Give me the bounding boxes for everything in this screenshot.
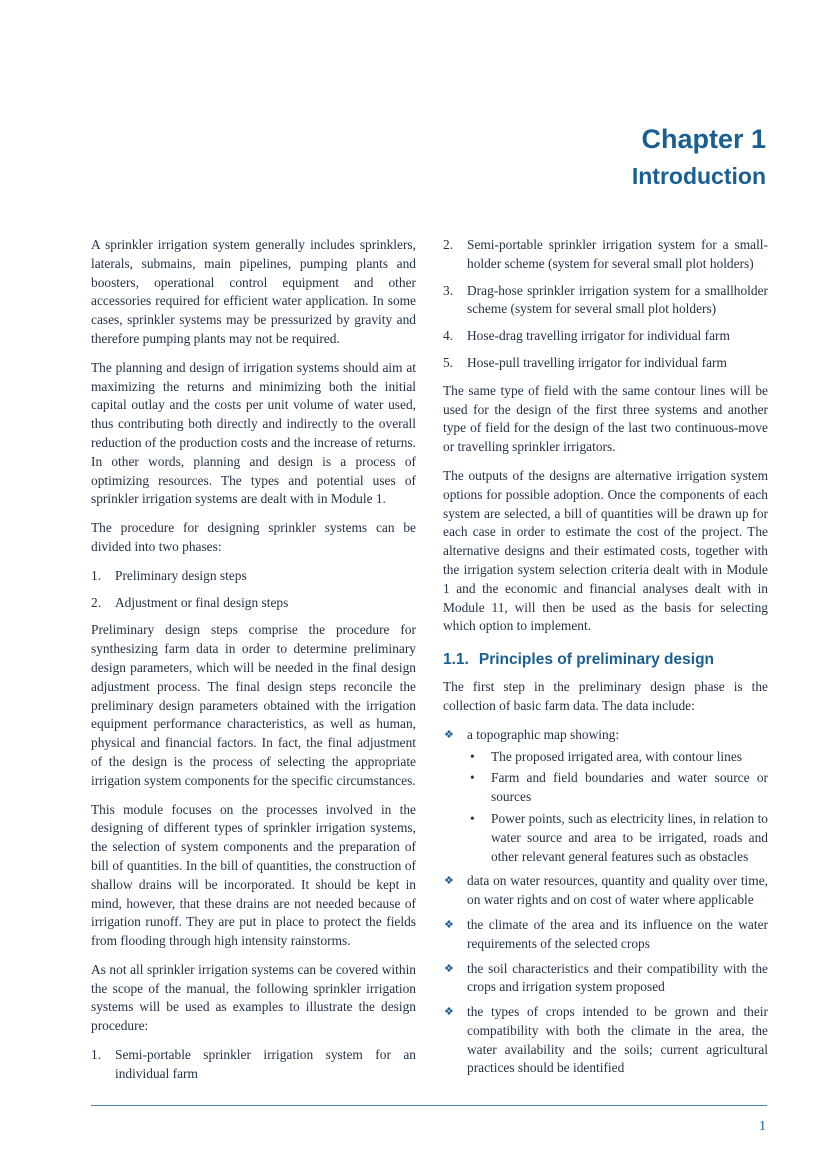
right-column xyxy=(443,236,768,1084)
list-item xyxy=(91,594,416,613)
systems-list xyxy=(91,1046,416,1084)
sub-list-item xyxy=(467,810,768,866)
diamond-bullet-icon: ❖ xyxy=(444,962,454,975)
list-number: 5. xyxy=(443,354,454,370)
list-text: the climate of the area and its influence on the water requirements of the selected crops xyxy=(467,916,768,951)
list-item xyxy=(443,960,768,998)
list-number: 3. xyxy=(443,282,454,298)
sub-list-item xyxy=(467,748,768,767)
list-text: Hose-pull travelling irrigator for individual farm xyxy=(467,354,727,370)
list-text: Hose-drag travelling irrigator for individual farm xyxy=(467,328,730,344)
list-number: 2. xyxy=(443,237,454,252)
paragraph: The planning and design of irrigation systems should aim at maximizing the returns and minimizing both the initial capital outlay and the costs per unit volume of water used, thus contributing both directly and indirectly to the overall reduction of the production costs and the increase of returns. In other words, planning and design is a process of optimizing resources. The types and potential uses of sprinkler irrigation systems are dealt with in Module 1. xyxy=(91,359,416,507)
chapter-title: Introduction xyxy=(631,163,766,189)
footer-rule xyxy=(91,1105,767,1106)
sub-list xyxy=(467,748,768,867)
chapter-label: Chapter 1 xyxy=(641,124,766,154)
list-text: Farm and field boundaries and water source or sources xyxy=(491,770,768,805)
diamond-bullet-icon: ❖ xyxy=(444,1006,454,1019)
list-text: Drag-hose sprinkler irrigation system for a smallholder scheme (system for several small plot holders) xyxy=(467,282,768,317)
list-text: data on water resources, quantity and quality over time, on water rights and on cost of water where applicable xyxy=(467,873,768,908)
section-number: 1.1. xyxy=(443,651,469,669)
paragraph: The first step in the preliminary design phase is the collection of basic farm data. The data include: xyxy=(443,679,768,713)
list-item xyxy=(443,236,768,274)
sub-list-item xyxy=(467,769,768,807)
list-text: a topographic map showing: xyxy=(467,726,620,742)
chapter-heading xyxy=(632,122,766,193)
page-number: 1 xyxy=(759,1119,766,1134)
list-item xyxy=(443,726,768,867)
list-text: The proposed irrigated area, with contour lines xyxy=(491,748,742,764)
list-text: Semi-portable sprinkler irrigation system for an individual farm xyxy=(115,1047,416,1081)
list-number: 1. xyxy=(91,1047,102,1063)
bullet-icon: • xyxy=(470,810,475,826)
list-text: the types of crops intended to be grown and their compatibility with both the climate in the area, the water availability and the soils; current agricultural practices should be identified xyxy=(467,1004,768,1076)
list-item xyxy=(443,872,768,910)
list-text: Power points, such as electricity lines, in relation to water source and area to be irrigated, roads and other relevant general features such as obstacles xyxy=(491,810,768,864)
diamond-bullet-icon: ❖ xyxy=(444,728,454,741)
list-item xyxy=(443,282,768,320)
left-column xyxy=(91,236,416,1093)
section-title: Principles of preliminary design xyxy=(478,651,715,669)
list-text: the soil characteristics and their compatibility with the crops and irrigation system proposed xyxy=(467,960,768,995)
list-number: 1. xyxy=(91,567,102,583)
list-item xyxy=(91,1046,416,1084)
farm-data-list xyxy=(443,726,768,1079)
diamond-bullet-icon: ❖ xyxy=(444,875,454,888)
paragraph: Preliminary design steps comprise the procedure for synthesizing farm data in order to determine preliminary design parameters, which will be needed in the final design adjustment process. The final design steps reconcile the preliminary design parameters obtained with the irrigation equipment performance characteristics, as well as human, physical and financial factors. In fact, the final adjustment of the design is the process of selecting the appropriate irrigation system components for the specific circumstances. xyxy=(91,622,416,788)
list-number: 2. xyxy=(91,594,102,610)
paragraph: The procedure for designing sprinkler systems can be divided into two phases: xyxy=(91,520,416,554)
list-number: 4. xyxy=(443,328,454,344)
paragraph: The outputs of the designs are alternative irrigation system options for possible adoption. Once the components of each system are selected, a bill of quantities will be drawn up for each case in order to estimate the cost of the project. The alternative designs and their estimated costs, together with the irrigation system selection criteria dealt with in Module 1 and the economic and financial analyses dealt with in Module 11, will then be used as the basis for selecting which option to implement. xyxy=(443,467,768,634)
systems-list-continued xyxy=(443,236,768,373)
list-item xyxy=(443,1003,768,1078)
list-item xyxy=(443,916,768,954)
diamond-bullet-icon: ❖ xyxy=(444,918,454,931)
list-item xyxy=(91,567,416,586)
list-item xyxy=(443,327,768,346)
bullet-icon: • xyxy=(470,748,475,764)
list-text: Preliminary design steps xyxy=(115,567,247,583)
section-heading xyxy=(443,650,768,670)
paragraph: The same type of field with the same contour lines will be used for the design of the first three systems and another type of field for the design of the last two continuous-move or travelling sprinkler irrigators. xyxy=(443,382,768,455)
bullet-icon: • xyxy=(470,770,475,786)
list-item xyxy=(443,354,768,373)
list-text: Adjustment or final design steps xyxy=(115,594,289,610)
paragraph: As not all sprinkler irrigation systems can be covered within the scope of the manual, the following sprinkler irrigation systems will be used as examples to illustrate the design procedure: xyxy=(91,961,416,1034)
paragraph: A sprinkler irrigation system generally includes sprinklers, laterals, submains, main pipelines, pumping plants and boosters, operational control equipment and other accessories required for efficient water application. In some cases, sprinkler systems may be pressurized by gravity and therefore pumping plants may not be required. xyxy=(91,237,416,346)
phases-list xyxy=(91,567,416,613)
paragraph: This module focuses on the processes involved in the designing of different types of sprinkler irrigation systems, the selection of system components and the preparation of bill of quantities. In the bill of quantities, the construction of shallow drains will be incorporated. It should be kept in mind, however, that these drains are not needed because of irrigation runoff. They are put in place to protect the fields from flooding through high intensity rainstorms. xyxy=(91,801,416,949)
list-text: Semi-portable sprinkler irrigation system for a small-holder scheme (system for several small plot holders) xyxy=(467,237,768,271)
